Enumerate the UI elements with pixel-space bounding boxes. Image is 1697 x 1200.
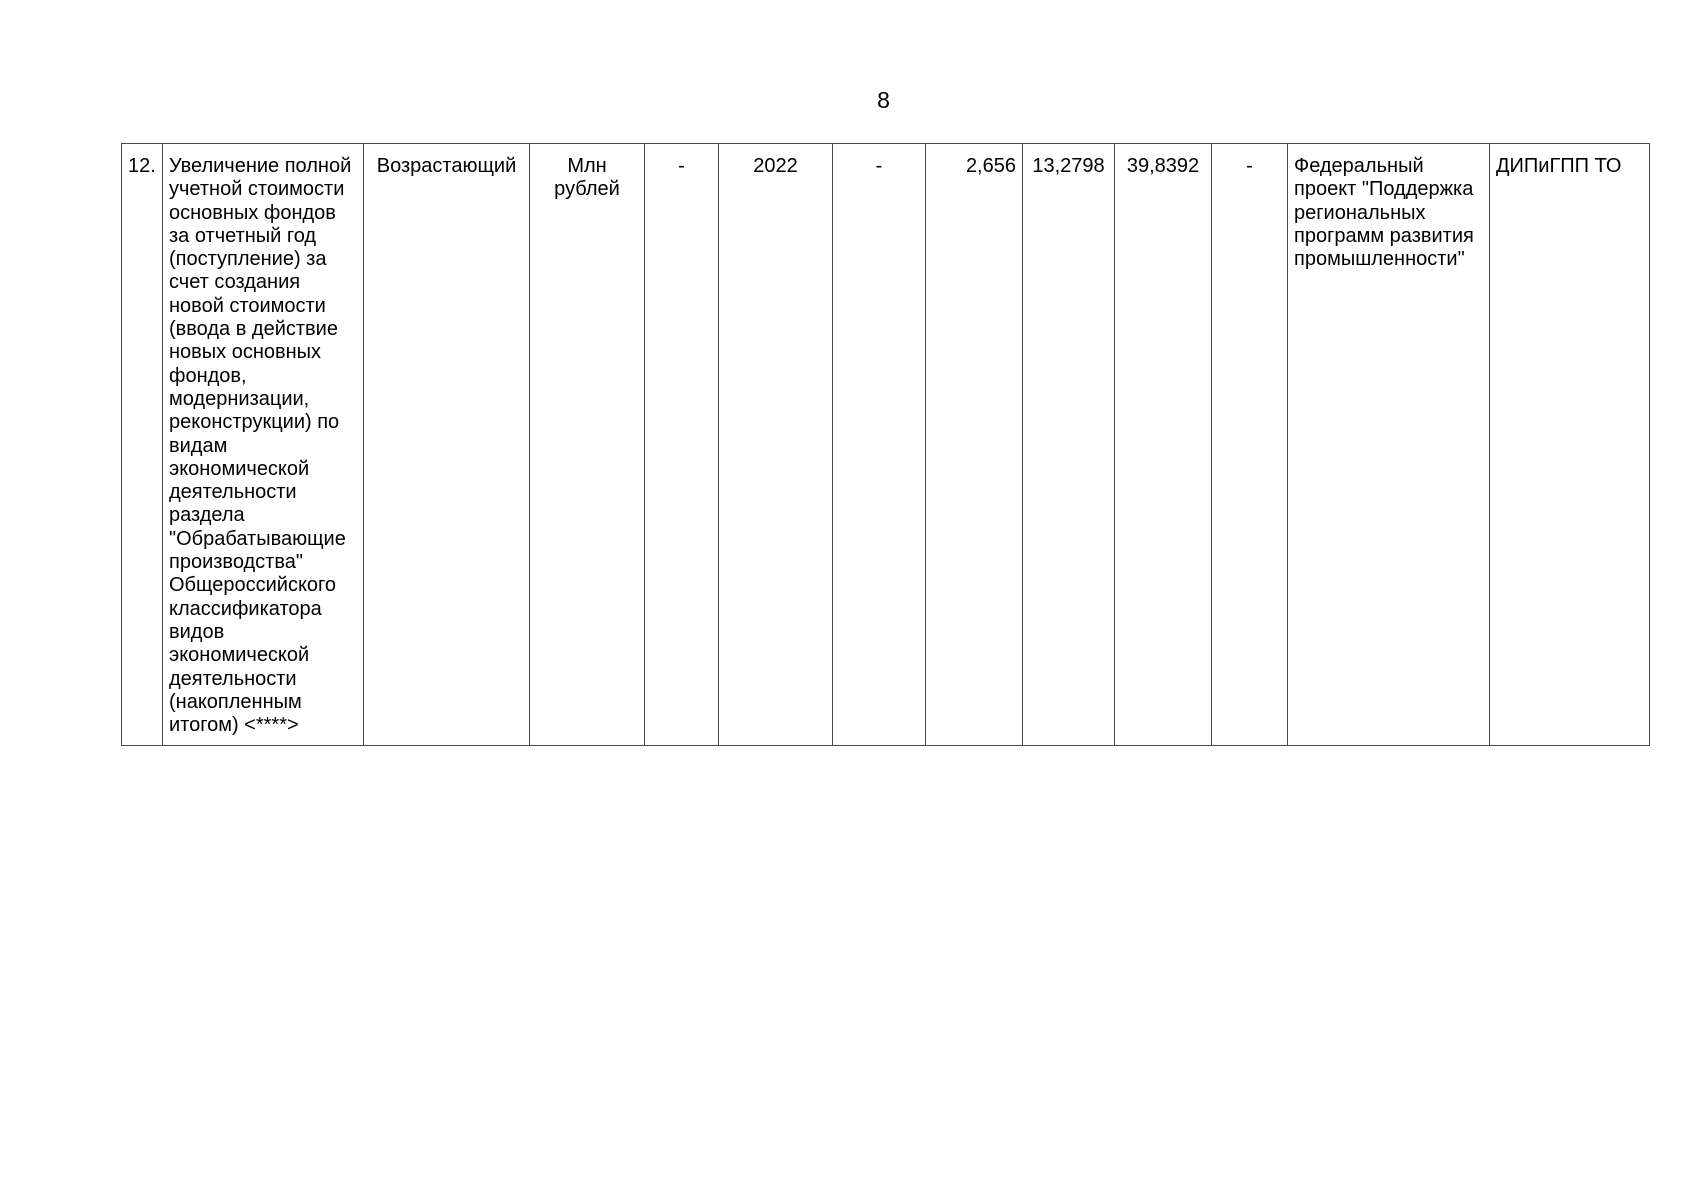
cell-value-5: -: [1212, 144, 1288, 746]
table-row: [122, 144, 1650, 746]
cell-base-year: 2022: [719, 144, 833, 746]
cell-value-1: -: [833, 144, 926, 746]
cell-value-4: 39,8392: [1115, 144, 1212, 746]
cell-base-value: -: [645, 144, 719, 746]
cell-index: 12.: [122, 144, 163, 746]
page-number: 8: [877, 87, 890, 113]
cell-project: Федеральный проект "Поддержка региональных программ развития промышленности": [1288, 144, 1490, 746]
cell-trend: Возрастающий: [364, 144, 530, 746]
cell-value-3: 13,2798: [1023, 144, 1115, 746]
cell-unit: Млн рублей: [530, 144, 645, 746]
cell-indicator-name: Увеличение полной учетной стоимости основных фондов за отчетный год (поступление) за счет создания новой стоимости (ввода в действие новых основных фондов, модернизации, реконструкции) по видам экономической деятельности раздела "Обрабатывающие производства" Общероссийского классификатора видов экономической деятельности (накопленным итогом) <****>: [163, 144, 364, 746]
cell-value-2: 2,656: [926, 144, 1023, 746]
indicators-table: [121, 143, 1650, 746]
cell-responsible: ДИПиГПП ТО: [1490, 144, 1650, 746]
